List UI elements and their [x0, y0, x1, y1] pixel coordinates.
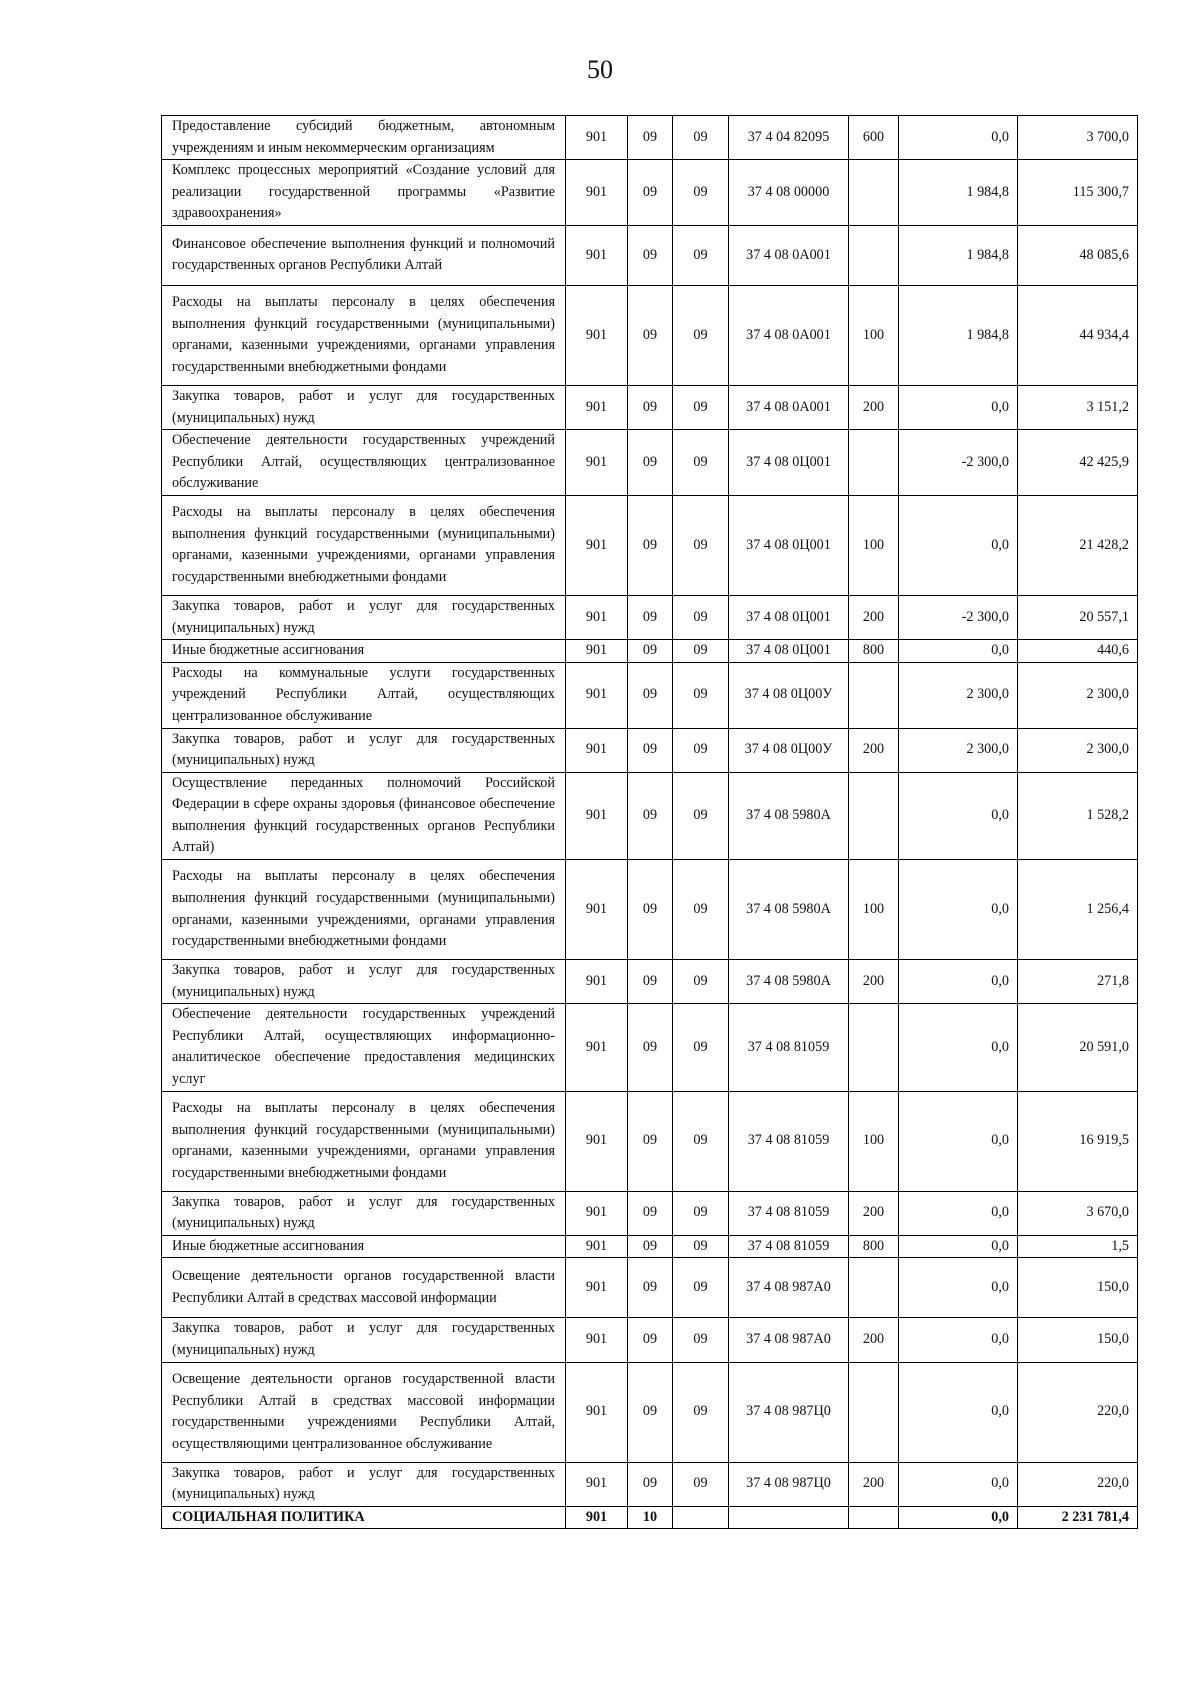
target-article-cell: 37 4 08 987Ц0: [729, 1462, 849, 1506]
row-name-cell: Расходы на выплаты персоналу в целях обеспечения выполнения функций государственными (муниципальными) органами, казенными учреждениями, органами управления государственными внебюджетными фондами: [162, 285, 566, 385]
change-amount-cell: 1 984,8: [899, 285, 1018, 385]
section-code-cell: 09: [628, 225, 673, 285]
total-amount-cell: 150,0: [1018, 1318, 1138, 1362]
change-amount-cell: -2 300,0: [899, 595, 1018, 639]
expense-type-cell: [849, 225, 899, 285]
table-row: [162, 1506, 1138, 1529]
total-amount-cell: 2 300,0: [1018, 662, 1138, 728]
grbs-code-cell: 901: [566, 728, 628, 772]
grbs-code-cell: 901: [566, 1462, 628, 1506]
total-amount-cell: 2 300,0: [1018, 728, 1138, 772]
total-amount-cell: 3 700,0: [1018, 116, 1138, 160]
subsection-code-cell: 09: [673, 285, 729, 385]
total-amount-cell: 44 934,4: [1018, 285, 1138, 385]
grbs-code-cell: 901: [566, 1258, 628, 1318]
target-article-cell: 37 4 08 5980А: [729, 960, 849, 1004]
target-article-cell: 37 4 08 0А001: [729, 225, 849, 285]
target-article-cell: 37 4 08 0Ц00У: [729, 728, 849, 772]
total-amount-cell: 20 591,0: [1018, 1004, 1138, 1091]
row-name-cell: Закупка товаров, работ и услуг для государственных (муниципальных) нужд: [162, 595, 566, 639]
total-amount-cell: 220,0: [1018, 1462, 1138, 1506]
table-row: [162, 225, 1138, 285]
change-amount-cell: 0,0: [899, 1318, 1018, 1362]
subsection-code-cell: 09: [673, 860, 729, 960]
section-code-cell: 09: [628, 1318, 673, 1362]
target-article-cell: 37 4 08 81059: [729, 1191, 849, 1235]
row-name-cell: Финансовое обеспечение выполнения функций и полномочий государственных органов Республики Алтай: [162, 225, 566, 285]
table-row: [162, 640, 1138, 663]
target-article-cell: 37 4 08 987Ц0: [729, 1362, 849, 1462]
grbs-code-cell: 901: [566, 1091, 628, 1191]
table-row: [162, 772, 1138, 859]
target-article-cell: 37 4 08 5980А: [729, 860, 849, 960]
section-code-cell: 09: [628, 1004, 673, 1091]
grbs-code-cell: 901: [566, 430, 628, 496]
change-amount-cell: 0,0: [899, 1506, 1018, 1529]
subsection-code-cell: 09: [673, 160, 729, 226]
subsection-code-cell: 09: [673, 772, 729, 859]
subsection-code-cell: 09: [673, 116, 729, 160]
total-amount-cell: 16 919,5: [1018, 1091, 1138, 1191]
expense-type-cell: 800: [849, 1235, 899, 1258]
change-amount-cell: 0,0: [899, 860, 1018, 960]
expense-type-cell: 200: [849, 1462, 899, 1506]
row-name-cell: Расходы на выплаты персоналу в целях обеспечения выполнения функций государственными (муниципальными) органами, казенными учреждениями, органами управления государственными внебюджетными фондами: [162, 860, 566, 960]
total-amount-cell: 2 231 781,4: [1018, 1506, 1138, 1529]
subsection-code-cell: 09: [673, 662, 729, 728]
change-amount-cell: 0,0: [899, 960, 1018, 1004]
expense-type-cell: 200: [849, 1191, 899, 1235]
grbs-code-cell: 901: [566, 1191, 628, 1235]
expense-type-cell: 100: [849, 860, 899, 960]
total-amount-cell: 220,0: [1018, 1362, 1138, 1462]
change-amount-cell: -2 300,0: [899, 430, 1018, 496]
expense-type-cell: [849, 1362, 899, 1462]
target-article-cell: [729, 1506, 849, 1529]
table-row: [162, 1258, 1138, 1318]
row-name-cell: Обеспечение деятельности государственных учреждений Республики Алтай, осуществляющих централизованное обслуживание: [162, 430, 566, 496]
expense-type-cell: [849, 772, 899, 859]
table-row: [162, 960, 1138, 1004]
section-code-cell: 09: [628, 385, 673, 429]
change-amount-cell: 0,0: [899, 1462, 1018, 1506]
subsection-code-cell: 09: [673, 595, 729, 639]
change-amount-cell: 0,0: [899, 1004, 1018, 1091]
change-amount-cell: 0,0: [899, 116, 1018, 160]
table-row: [162, 1191, 1138, 1235]
expense-type-cell: [849, 1258, 899, 1318]
change-amount-cell: 1 984,8: [899, 225, 1018, 285]
section-code-cell: 09: [628, 960, 673, 1004]
grbs-code-cell: 901: [566, 1004, 628, 1091]
section-code-cell: 09: [628, 430, 673, 496]
change-amount-cell: 0,0: [899, 1362, 1018, 1462]
total-amount-cell: 1 256,4: [1018, 860, 1138, 960]
row-name-cell: Закупка товаров, работ и услуг для государственных (муниципальных) нужд: [162, 1462, 566, 1506]
subsection-code-cell: 09: [673, 225, 729, 285]
subsection-code-cell: 09: [673, 1318, 729, 1362]
section-code-cell: 09: [628, 160, 673, 226]
expense-type-cell: [849, 1004, 899, 1091]
change-amount-cell: 0,0: [899, 1235, 1018, 1258]
total-amount-cell: 1 528,2: [1018, 772, 1138, 859]
expense-type-cell: 200: [849, 1318, 899, 1362]
subsection-code-cell: 09: [673, 1235, 729, 1258]
section-code-cell: 10: [628, 1506, 673, 1529]
subsection-code-cell: 09: [673, 385, 729, 429]
grbs-code-cell: 901: [566, 160, 628, 226]
expense-type-cell: 100: [849, 1091, 899, 1191]
row-name-cell: СОЦИАЛЬНАЯ ПОЛИТИКА: [162, 1506, 566, 1529]
row-name-cell: Освещение деятельности органов государственной власти Республики Алтай в средствах массовой информации государственными учреждениями Республики Алтай, осуществляющими централизованное обслуживание: [162, 1362, 566, 1462]
section-code-cell: 09: [628, 640, 673, 663]
expense-type-cell: [849, 160, 899, 226]
target-article-cell: 37 4 08 0Ц001: [729, 595, 849, 639]
table-row: [162, 160, 1138, 226]
target-article-cell: 37 4 08 0Ц001: [729, 640, 849, 663]
change-amount-cell: 0,0: [899, 385, 1018, 429]
grbs-code-cell: 901: [566, 595, 628, 639]
grbs-code-cell: 901: [566, 225, 628, 285]
section-code-cell: 09: [628, 595, 673, 639]
table-row: [162, 1362, 1138, 1462]
subsection-code-cell: 09: [673, 1191, 729, 1235]
table-row: [162, 1091, 1138, 1191]
grbs-code-cell: 901: [566, 1506, 628, 1529]
target-article-cell: 37 4 08 0А001: [729, 285, 849, 385]
table-row: [162, 595, 1138, 639]
row-name-cell: Иные бюджетные ассигнования: [162, 1235, 566, 1258]
target-article-cell: 37 4 08 0Ц001: [729, 495, 849, 595]
subsection-code-cell: 09: [673, 495, 729, 595]
total-amount-cell: 3 670,0: [1018, 1191, 1138, 1235]
target-article-cell: 37 4 08 81059: [729, 1091, 849, 1191]
total-amount-cell: 21 428,2: [1018, 495, 1138, 595]
target-article-cell: 37 4 08 0Ц00У: [729, 662, 849, 728]
table-row: [162, 662, 1138, 728]
change-amount-cell: 0,0: [899, 495, 1018, 595]
row-name-cell: Закупка товаров, работ и услуг для государственных (муниципальных) нужд: [162, 1318, 566, 1362]
total-amount-cell: 115 300,7: [1018, 160, 1138, 226]
section-code-cell: 09: [628, 116, 673, 160]
expense-type-cell: 200: [849, 728, 899, 772]
grbs-code-cell: 901: [566, 860, 628, 960]
grbs-code-cell: 901: [566, 640, 628, 663]
subsection-code-cell: 09: [673, 640, 729, 663]
expense-type-cell: 600: [849, 116, 899, 160]
target-article-cell: 37 4 08 987А0: [729, 1258, 849, 1318]
change-amount-cell: 0,0: [899, 1091, 1018, 1191]
row-name-cell: Иные бюджетные ассигнования: [162, 640, 566, 663]
section-code-cell: 09: [628, 1362, 673, 1462]
page-number: 50: [587, 55, 613, 84]
grbs-code-cell: 901: [566, 662, 628, 728]
subsection-code-cell: 09: [673, 1258, 729, 1318]
section-code-cell: 09: [628, 860, 673, 960]
target-article-cell: 37 4 08 0Ц001: [729, 430, 849, 496]
row-name-cell: Закупка товаров, работ и услуг для государственных (муниципальных) нужд: [162, 728, 566, 772]
subsection-code-cell: 09: [673, 1462, 729, 1506]
row-name-cell: Расходы на выплаты персоналу в целях обеспечения выполнения функций государственными (муниципальными) органами, казенными учреждениями, органами управления государственными внебюджетными фондами: [162, 1091, 566, 1191]
grbs-code-cell: 901: [566, 1235, 628, 1258]
row-name-cell: Расходы на коммунальные услуги государственных учреждений Республики Алтай, осуществляющих централизованное обслуживание: [162, 662, 566, 728]
change-amount-cell: 0,0: [899, 1258, 1018, 1318]
table-row: [162, 860, 1138, 960]
change-amount-cell: 0,0: [899, 1191, 1018, 1235]
expense-type-cell: [849, 430, 899, 496]
row-name-cell: Расходы на выплаты персоналу в целях обеспечения выполнения функций государственными (муниципальными) органами, казенными учреждениями, органами управления государственными внебюджетными фондами: [162, 495, 566, 595]
grbs-code-cell: 901: [566, 385, 628, 429]
table-row: [162, 385, 1138, 429]
section-code-cell: 09: [628, 772, 673, 859]
section-code-cell: 09: [628, 1235, 673, 1258]
expense-type-cell: [849, 662, 899, 728]
total-amount-cell: 42 425,9: [1018, 430, 1138, 496]
table-row: [162, 1462, 1138, 1506]
table-row: [162, 1235, 1138, 1258]
table-row: [162, 1318, 1138, 1362]
grbs-code-cell: 901: [566, 116, 628, 160]
row-name-cell: Закупка товаров, работ и услуг для государственных (муниципальных) нужд: [162, 1191, 566, 1235]
change-amount-cell: 0,0: [899, 640, 1018, 663]
subsection-code-cell: 09: [673, 430, 729, 496]
expense-type-cell: [849, 1506, 899, 1529]
section-code-cell: 09: [628, 728, 673, 772]
total-amount-cell: 20 557,1: [1018, 595, 1138, 639]
total-amount-cell: 1,5: [1018, 1235, 1138, 1258]
target-article-cell: 37 4 08 987А0: [729, 1318, 849, 1362]
section-code-cell: 09: [628, 662, 673, 728]
section-code-cell: 09: [628, 1258, 673, 1318]
change-amount-cell: 2 300,0: [899, 728, 1018, 772]
row-name-cell: Закупка товаров, работ и услуг для государственных (муниципальных) нужд: [162, 385, 566, 429]
table-row: [162, 495, 1138, 595]
subsection-code-cell: [673, 1506, 729, 1529]
target-article-cell: 37 4 08 5980А: [729, 772, 849, 859]
subsection-code-cell: 09: [673, 728, 729, 772]
section-code-cell: 09: [628, 1091, 673, 1191]
expense-type-cell: 100: [849, 495, 899, 595]
table-row: [162, 285, 1138, 385]
row-name-cell: Осуществление переданных полномочий Российской Федерации в сфере охраны здоровья (финансовое обеспечение выполнения функций государственных органов Республики Алтай): [162, 772, 566, 859]
change-amount-cell: 2 300,0: [899, 662, 1018, 728]
table-row: [162, 728, 1138, 772]
total-amount-cell: 150,0: [1018, 1258, 1138, 1318]
row-name-cell: Освещение деятельности органов государственной власти Республики Алтай в средствах массовой информации: [162, 1258, 566, 1318]
budget-table: [161, 115, 1138, 1529]
table-row: [162, 116, 1138, 160]
grbs-code-cell: 901: [566, 495, 628, 595]
subsection-code-cell: 09: [673, 1091, 729, 1191]
expense-type-cell: 800: [849, 640, 899, 663]
target-article-cell: 37 4 08 81059: [729, 1004, 849, 1091]
grbs-code-cell: 901: [566, 1318, 628, 1362]
subsection-code-cell: 09: [673, 960, 729, 1004]
total-amount-cell: 48 085,6: [1018, 225, 1138, 285]
section-code-cell: 09: [628, 495, 673, 595]
expense-type-cell: 100: [849, 285, 899, 385]
total-amount-cell: 271,8: [1018, 960, 1138, 1004]
table-body: [162, 116, 1138, 1529]
target-article-cell: 37 4 08 0А001: [729, 385, 849, 429]
table-row: [162, 1004, 1138, 1091]
row-name-cell: Предоставление субсидий бюджетным, автономным учреждениям и иным некоммерческим организациям: [162, 116, 566, 160]
grbs-code-cell: 901: [566, 1362, 628, 1462]
expense-type-cell: 200: [849, 960, 899, 1004]
change-amount-cell: 1 984,8: [899, 160, 1018, 226]
subsection-code-cell: 09: [673, 1004, 729, 1091]
row-name-cell: Закупка товаров, работ и услуг для государственных (муниципальных) нужд: [162, 960, 566, 1004]
row-name-cell: Комплекс процессных мероприятий «Создание условий для реализации государственной программы «Развитие здравоохранения»: [162, 160, 566, 226]
row-name-cell: Обеспечение деятельности государственных учреждений Республики Алтай, осуществляющих информационно-аналитическое обеспечение предоставления медицинских услуг: [162, 1004, 566, 1091]
expense-type-cell: 200: [849, 595, 899, 639]
total-amount-cell: 3 151,2: [1018, 385, 1138, 429]
target-article-cell: 37 4 08 00000: [729, 160, 849, 226]
expense-type-cell: 200: [849, 385, 899, 429]
grbs-code-cell: 901: [566, 772, 628, 859]
section-code-cell: 09: [628, 285, 673, 385]
section-code-cell: 09: [628, 1462, 673, 1506]
table-row: [162, 430, 1138, 496]
target-article-cell: 37 4 04 82095: [729, 116, 849, 160]
target-article-cell: 37 4 08 81059: [729, 1235, 849, 1258]
total-amount-cell: 440,6: [1018, 640, 1138, 663]
subsection-code-cell: 09: [673, 1362, 729, 1462]
change-amount-cell: 0,0: [899, 772, 1018, 859]
grbs-code-cell: 901: [566, 285, 628, 385]
section-code-cell: 09: [628, 1191, 673, 1235]
grbs-code-cell: 901: [566, 960, 628, 1004]
